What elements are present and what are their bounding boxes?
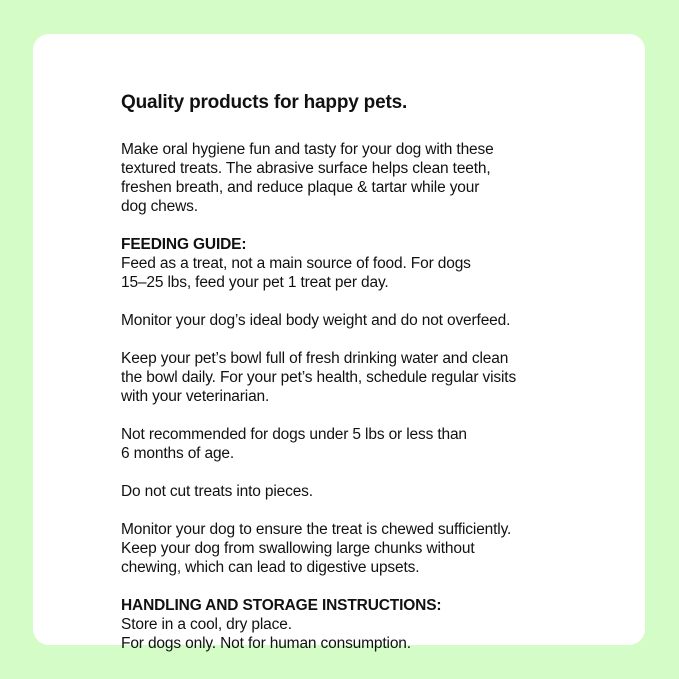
no-cut-paragraph [121,482,601,501]
feeding-guide-section [121,235,601,292]
age-warning-line: Not recommended for dogs under 5 lbs or less than [121,426,467,443]
intro-paragraph [121,140,601,216]
card-content [121,91,601,653]
intro-line: freshen breath, and reduce plaque & tartar while your [121,179,480,196]
storage-line: Store in a cool, dry place. [121,616,292,633]
intro-line: dog chews. [121,198,198,215]
intro-line: Make oral hygiene fun and tasty for your dog with these [121,141,494,158]
chewing-line: chewing, which can lead to digestive upsets. [121,559,420,576]
page-title: Quality products for happy pets. [121,92,408,113]
age-warning-line: 6 months of age. [121,445,235,462]
storage-section [121,596,601,653]
monitor-weight-line: Monitor your dog’s ideal body weight and do not overfeed. [121,312,511,329]
age-warning-paragraph [121,425,601,463]
water-line: with your veterinarian. [121,388,270,405]
feeding-guide-line: 15–25 lbs, feed your pet 1 treat per day. [121,274,389,291]
info-card [33,34,645,652]
monitor-weight-paragraph [121,311,601,330]
water-line: Keep your pet’s bowl full of fresh drinking water and clean [121,350,509,367]
chewing-line: Keep your dog from swallowing large chunks without [121,540,475,557]
storage-line: For dogs only. Not for human consumption. [121,635,411,652]
chewing-line: Monitor your dog to ensure the treat is chewed sufficiently. [121,521,512,538]
water-paragraph [121,349,601,406]
water-line: the bowl daily. For your pet’s health, schedule regular visits [121,369,517,386]
feeding-guide-line: Feed as a treat, not a main source of food. For dogs [121,255,471,272]
storage-heading: HANDLING AND STORAGE INSTRUCTIONS: [121,597,442,614]
chewing-paragraph [121,520,601,577]
feeding-guide-heading: FEEDING GUIDE: [121,236,247,253]
no-cut-line: Do not cut treats into pieces. [121,483,313,500]
intro-line: textured treats. The abrasive surface helps clean teeth, [121,160,491,177]
